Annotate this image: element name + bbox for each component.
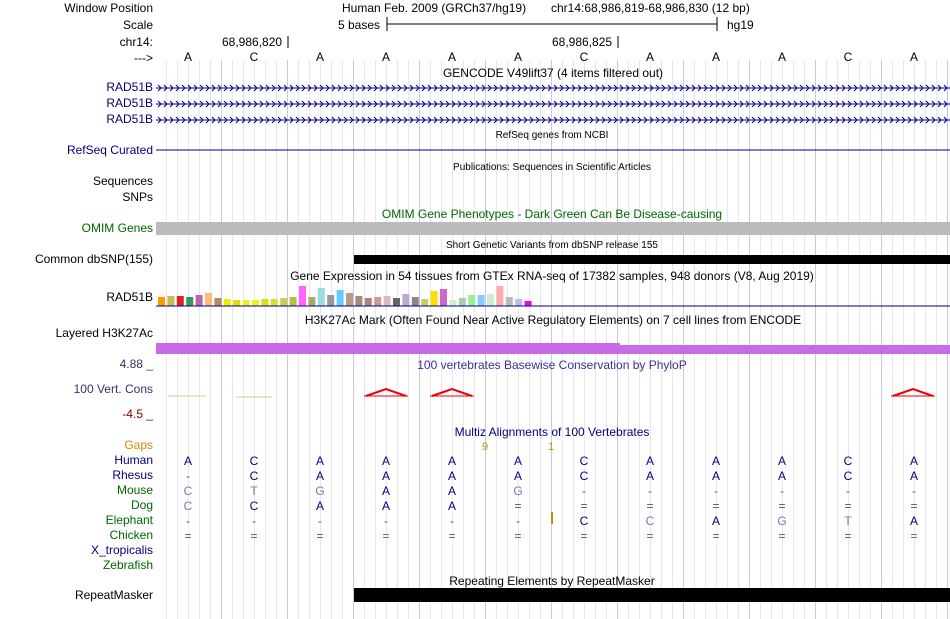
- gtex-tissue-bar[interactable]: [177, 296, 184, 306]
- gencode-transcript[interactable]: [156, 85, 950, 91]
- phylop-title: 100 vertebrates Basewise Conservation by PhyloP: [417, 358, 687, 372]
- alignment-base: =: [382, 529, 390, 543]
- gaps-label: Gaps: [124, 438, 153, 452]
- base-letter: A: [777, 50, 787, 64]
- dbsnp-label[interactable]: Common dbSNP(155): [34, 252, 153, 266]
- alignment-base: =: [910, 499, 918, 513]
- base-letter: A: [315, 50, 325, 64]
- alignment-base: G: [315, 484, 325, 498]
- alignment-base: G: [513, 484, 523, 498]
- cons-label[interactable]: 100 Vert. Cons: [73, 382, 153, 396]
- alignment-base: A: [711, 454, 721, 468]
- alignment-base: -: [582, 484, 586, 498]
- species-label-xtropicalis: X_tropicalis: [90, 543, 153, 557]
- strand-label: --->: [134, 51, 153, 65]
- base-letter: A: [513, 50, 523, 64]
- gtex-tissue-bar[interactable]: [167, 296, 174, 306]
- gtex-tissue-bar[interactable]: [205, 293, 212, 306]
- gtex-tissue-bar[interactable]: [158, 297, 165, 306]
- phylop-max-label: 4.88 _: [119, 357, 153, 371]
- gtex-tissue-bar[interactable]: [252, 300, 259, 306]
- gencode-item-label[interactable]: RAD51B: [106, 112, 153, 126]
- base-letter: C: [579, 50, 589, 64]
- gtex-tissue-bar[interactable]: [308, 297, 315, 306]
- alignment-base: -: [780, 484, 784, 498]
- species-label-rhesus: Rhesus: [112, 468, 153, 482]
- gtex-tissue-bar[interactable]: [290, 297, 297, 306]
- gtex-tissue-bar[interactable]: [440, 289, 447, 306]
- alignment-base: A: [909, 454, 919, 468]
- h3k27ac-label[interactable]: Layered H3K27Ac: [55, 326, 153, 340]
- omim-title: OMIM Gene Phenotypes - Dark Green Can Be Disease-causing: [381, 207, 723, 221]
- gtex-tissue-bar[interactable]: [280, 298, 287, 306]
- gtex-tissue-bar[interactable]: [478, 295, 485, 306]
- track-image[interactable]: [156, 0, 950, 619]
- alignment-base: C: [249, 454, 259, 468]
- scale-label: Scale: [122, 18, 153, 32]
- alignment-base: =: [910, 529, 918, 543]
- alignment-base: A: [645, 469, 655, 483]
- alignment-base: A: [381, 499, 391, 513]
- base-letter: A: [183, 50, 193, 64]
- alignment-base: A: [315, 499, 325, 513]
- repeatmasker-element[interactable]: [354, 588, 950, 602]
- base-letter: C: [249, 50, 259, 64]
- position-text: chr14:68,986,819-68,986,830 (12 bp): [551, 1, 750, 15]
- alignment-base: A: [315, 454, 325, 468]
- gtex-title: Gene Expression in 54 tissues from GTEx RNA-seq of 17382 samples, 948 donors (V8, Aug 2019): [290, 269, 814, 283]
- gencode-title: GENCODE V49lift37 (4 items filtered out): [442, 66, 664, 80]
- alignment-grid[interactable]: [184, 454, 918, 543]
- alignment-base: =: [712, 529, 720, 543]
- alignment-base: A: [909, 469, 919, 483]
- alignment-base: C: [843, 454, 853, 468]
- gtex-tissue-bar[interactable]: [384, 296, 391, 306]
- alignment-base: A: [513, 469, 523, 483]
- gtex-tissue-bar[interactable]: [196, 295, 203, 306]
- gtex-tissue-bar[interactable]: [365, 298, 372, 306]
- alignment-base: A: [447, 499, 457, 513]
- species-label-mouse: Mouse: [116, 483, 153, 497]
- alignment-base: =: [580, 499, 588, 513]
- gtex-tissue-bar[interactable]: [402, 294, 409, 306]
- chrom-label: chr14:: [119, 35, 153, 49]
- gtex-tissue-bar[interactable]: [525, 301, 532, 306]
- scale-right-text: hg19: [727, 18, 754, 32]
- alignment-base: A: [381, 469, 391, 483]
- gtex-tissue-bar[interactable]: [459, 298, 466, 306]
- alignment-base: C: [249, 469, 259, 483]
- dbsnp-variant-bar[interactable]: [354, 255, 950, 264]
- h3k27ac-signal[interactable]: [620, 345, 950, 354]
- species-label-dog: Dog: [130, 498, 153, 512]
- alignment-base: A: [909, 514, 919, 528]
- base-letter: A: [381, 50, 391, 64]
- gtex-tissue-bar[interactable]: [412, 297, 419, 306]
- h3k27ac-signal[interactable]: [156, 343, 620, 354]
- scale-left-text: 5 bases: [338, 18, 381, 32]
- omim-gene-bar[interactable]: [156, 222, 950, 235]
- gtex-tissue-bar[interactable]: [243, 300, 250, 306]
- alignment-base: =: [250, 529, 258, 543]
- gtex-tissue-bar[interactable]: [421, 299, 428, 306]
- alignment-base: A: [183, 454, 193, 468]
- alignment-base: A: [777, 454, 787, 468]
- alignment-base: -: [186, 469, 190, 483]
- gtex-tissue-bar[interactable]: [468, 295, 475, 306]
- alignment-base: -: [714, 484, 718, 498]
- alignment-base: A: [513, 454, 523, 468]
- gtex-tissue-bar[interactable]: [393, 298, 400, 306]
- species-label-elephant: Elephant: [105, 513, 153, 527]
- alignment-base: -: [186, 514, 190, 528]
- base-letter: A: [711, 50, 721, 64]
- alignment-base: A: [447, 469, 457, 483]
- alignment-base: =: [316, 529, 324, 543]
- alignment-base: -: [252, 514, 256, 528]
- alignment-base: G: [777, 514, 787, 528]
- gtex-tissue-bar[interactable]: [186, 297, 193, 306]
- repeatmasker-title: Repeating Elements by RepeatMasker: [449, 574, 655, 588]
- alignment-base: =: [580, 529, 588, 543]
- species-label-human: Human: [114, 453, 153, 467]
- alignment-base: =: [514, 529, 522, 543]
- alignment-base: =: [778, 529, 786, 543]
- coord-label-1: 68,986,820: [222, 35, 283, 49]
- base-letter: A: [645, 50, 655, 64]
- alignment-base: =: [448, 529, 456, 543]
- alignment-base: A: [315, 469, 325, 483]
- alignment-base: C: [579, 454, 589, 468]
- refseq-title: RefSeq genes from NCBI: [495, 130, 609, 141]
- gtex-tissue-bar[interactable]: [496, 286, 503, 306]
- gtex-tissue-bar[interactable]: [487, 294, 494, 306]
- base-letter: A: [447, 50, 457, 64]
- gtex-tissue-bar[interactable]: [233, 300, 240, 306]
- base-letter: C: [843, 50, 853, 64]
- track-canvas: [156, 0, 950, 619]
- gtex-label[interactable]: RAD51B: [106, 290, 153, 304]
- alignment-base: -: [318, 514, 322, 528]
- window-position-label: Window Position: [64, 1, 153, 15]
- alignment-base: A: [711, 514, 721, 528]
- alignment-base: C: [249, 499, 259, 513]
- gtex-tissue-bar[interactable]: [506, 297, 513, 306]
- gap-count: 1: [547, 441, 555, 453]
- alignment-base: -: [846, 484, 850, 498]
- alignment-base: A: [381, 484, 391, 498]
- alignment-base: =: [844, 499, 852, 513]
- assembly-text: Human Feb. 2009 (GRCh37/hg19): [342, 1, 527, 15]
- alignment-base: C: [645, 514, 655, 528]
- alignment-base: =: [844, 529, 852, 543]
- refseq-label[interactable]: RefSeq Curated: [66, 143, 153, 157]
- alignment-base: -: [450, 514, 454, 528]
- gtex-tissue-bar[interactable]: [224, 299, 231, 306]
- species-label-zebrafish: Zebrafish: [102, 558, 153, 572]
- alignment-base: C: [843, 469, 853, 483]
- alignment-base: A: [711, 469, 721, 483]
- alignment-base: =: [646, 499, 654, 513]
- repeatmasker-label[interactable]: RepeatMasker: [74, 588, 153, 602]
- alignment-base: A: [777, 469, 787, 483]
- gencode-item-label[interactable]: RAD51B: [106, 96, 153, 110]
- alignment-base: T: [250, 484, 258, 498]
- alignment-base: -: [516, 514, 520, 528]
- multiz-title: Multiz Alignments of 100 Vertebrates: [454, 425, 650, 439]
- gencode-transcript[interactable]: [156, 101, 950, 107]
- gtex-tissue-bar[interactable]: [431, 291, 438, 306]
- alignment-base: A: [447, 484, 457, 498]
- alignment-base: =: [514, 499, 522, 513]
- gtex-tissue-bar[interactable]: [327, 295, 334, 306]
- alignment-base: =: [778, 499, 786, 513]
- track-labels: [0, 0, 156, 619]
- alignment-base: C: [183, 484, 193, 498]
- gtex-tissue-bar[interactable]: [374, 297, 381, 306]
- coord-label-2: 68,986,825: [552, 35, 613, 49]
- omim-label[interactable]: OMIM Genes: [81, 221, 153, 235]
- gtex-tissue-bar[interactable]: [299, 286, 306, 306]
- alignment-base: =: [184, 529, 192, 543]
- alignment-base: =: [646, 529, 654, 543]
- gtex-tissue-bar[interactable]: [355, 296, 362, 306]
- species-label-chicken: Chicken: [109, 528, 153, 542]
- alignment-base: -: [912, 484, 916, 498]
- alignment-base: A: [645, 454, 655, 468]
- gap-count: 9: [481, 441, 489, 453]
- gtex-bars[interactable]: [158, 286, 532, 306]
- alignment-base: A: [381, 454, 391, 468]
- alignment-base: A: [447, 454, 457, 468]
- gtex-tissue-bar[interactable]: [261, 299, 268, 306]
- alignment-base: C: [579, 514, 589, 528]
- base-letter: A: [909, 50, 919, 64]
- alignment-base: -: [384, 514, 388, 528]
- gtex-tissue-bar[interactable]: [449, 300, 456, 306]
- alignment-base: C: [579, 469, 589, 483]
- gencode-item-label[interactable]: RAD51B: [106, 80, 153, 94]
- gtex-tissue-bar[interactable]: [337, 290, 344, 306]
- scale-bar: [387, 17, 717, 31]
- alignment-base: =: [712, 499, 720, 513]
- h3k27ac-title: H3K27Ac Mark (Often Found Near Active Regulatory Elements) on 7 cell lines from ENCODE: [304, 313, 802, 327]
- gtex-tissue-bar[interactable]: [515, 299, 522, 306]
- alignment-base: T: [844, 514, 852, 528]
- dbsnp-title: Short Genetic Variants from dbSNP release 155: [446, 240, 658, 251]
- alignment-base: C: [183, 499, 193, 513]
- alignment-base: -: [648, 484, 652, 498]
- gtex-tissue-bar[interactable]: [271, 299, 278, 306]
- gtex-tissue-bar[interactable]: [214, 298, 221, 306]
- snps-label[interactable]: SNPs: [122, 190, 153, 204]
- gtex-tissue-bar[interactable]: [346, 293, 353, 306]
- gtex-tissue-bar[interactable]: [318, 288, 325, 306]
- sequences-label[interactable]: Sequences: [92, 174, 153, 188]
- publications-title: Publications: Sequences in Scientific Articles: [453, 162, 651, 173]
- gencode-transcript[interactable]: [156, 117, 950, 123]
- base-guidelines: [156, 60, 948, 619]
- phylop-min-label: -4.5 _: [122, 407, 153, 421]
